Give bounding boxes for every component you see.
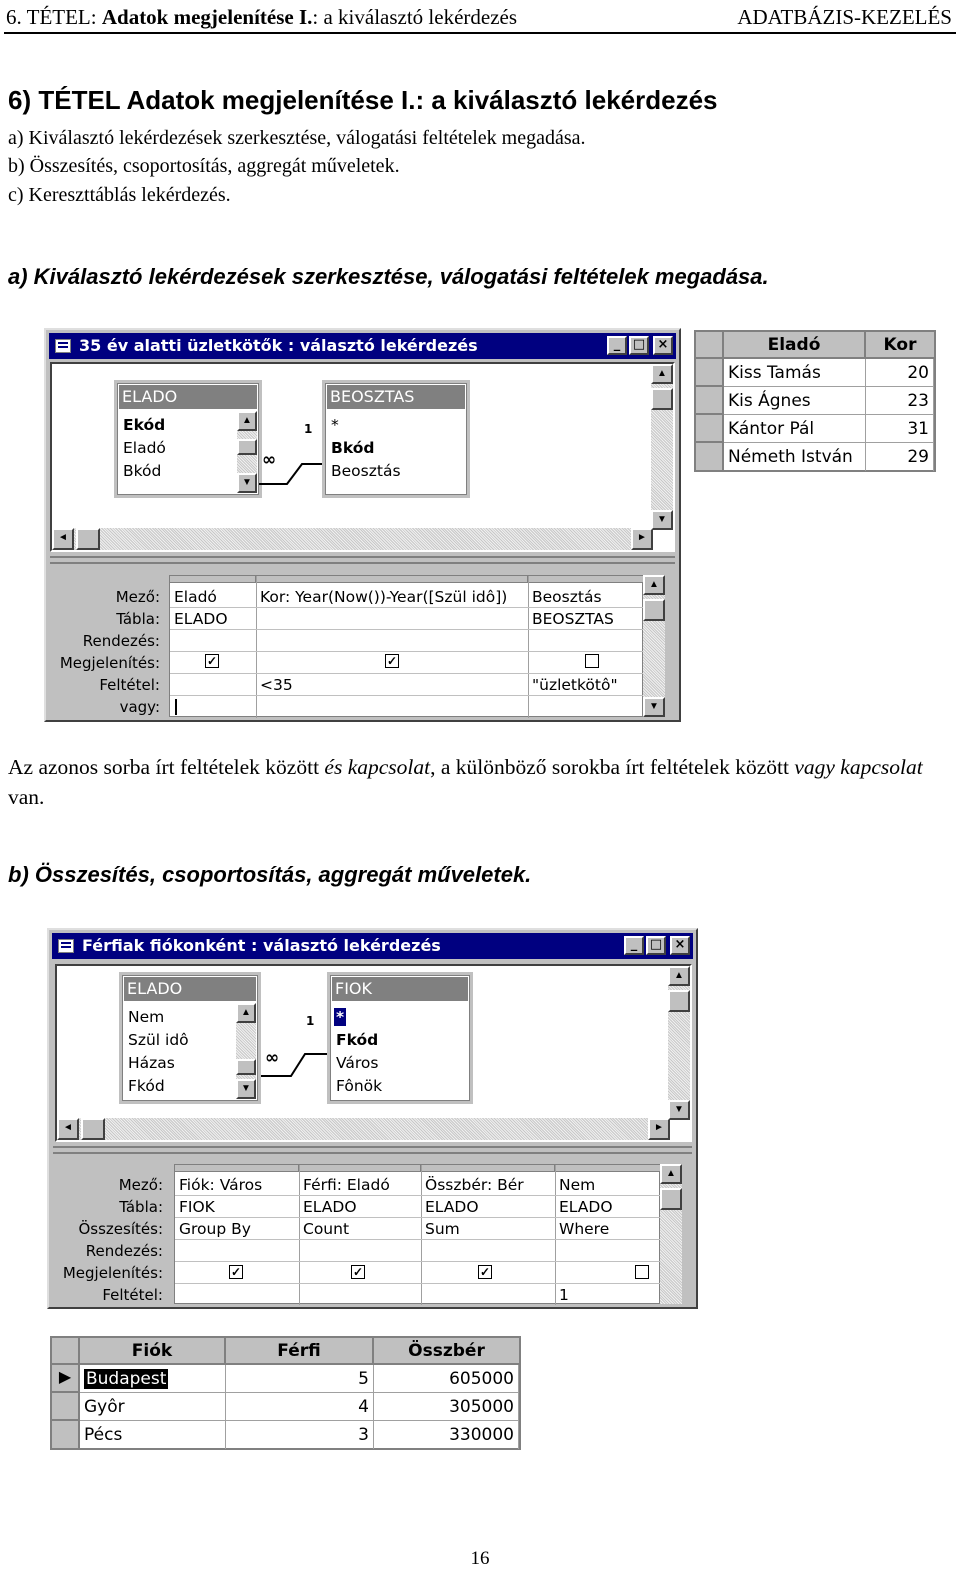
- row-selector[interactable]: [696, 387, 724, 415]
- table-pane: [55, 964, 692, 1142]
- scroll-thumb[interactable]: [660, 1188, 682, 1210]
- column-selector[interactable]: [299, 1165, 421, 1172]
- field-item[interactable]: Fkód: [336, 1031, 379, 1049]
- row-selector[interactable]: [52, 1421, 80, 1448]
- show-checkbox[interactable]: [635, 1265, 649, 1279]
- cell-age[interactable]: 20: [866, 359, 934, 387]
- result-datasheet-2: [50, 1336, 521, 1450]
- cell-count[interactable]: 5: [226, 1365, 374, 1393]
- scroll-up-icon[interactable]: ▲: [668, 966, 690, 986]
- window-title: 35 év alatti üzletkötők : választó lekérdezés: [79, 336, 478, 355]
- window-titlebar[interactable]: [52, 933, 693, 959]
- table-box-elado[interactable]: [119, 972, 261, 1104]
- column-header[interactable]: Fiók: [80, 1338, 226, 1365]
- field-cell[interactable]: Nem: [559, 1176, 596, 1194]
- field-item[interactable]: Házas: [128, 1054, 175, 1072]
- scroll-down-icon[interactable]: ▼: [237, 473, 257, 493]
- table-box-title: BEOSZTAS: [327, 385, 465, 409]
- total-cell[interactable]: Count: [303, 1220, 350, 1238]
- field-item[interactable]: Beosztás: [331, 462, 401, 480]
- field-cell[interactable]: Összbér: Bér: [425, 1176, 524, 1194]
- field-item-selected[interactable]: *: [336, 1008, 345, 1026]
- field-cell[interactable]: Beosztás: [532, 588, 602, 606]
- minimize-button[interactable]: _: [624, 936, 644, 955]
- cell-age[interactable]: 23: [866, 387, 934, 415]
- scroll-thumb[interactable]: [651, 388, 673, 410]
- row-label-criteria: Feltétel:: [102, 1286, 163, 1304]
- row-selector[interactable]: [52, 1393, 80, 1421]
- field-item[interactable]: Bkód: [331, 439, 375, 457]
- subheading-a: a) Kiválasztó lekérdezések szerkesztése, válogatási feltételek megadása.: [8, 264, 769, 289]
- table-box-title: ELADO: [124, 977, 256, 1001]
- scroll-up-icon[interactable]: ▲: [237, 411, 257, 431]
- scroll-thumb[interactable]: [643, 599, 665, 621]
- grid-divider: [175, 1261, 661, 1262]
- row-label-or: vagy:: [119, 698, 160, 716]
- cell-name[interactable]: Kis Ágnes: [724, 387, 866, 415]
- column-header[interactable]: Eladó: [724, 332, 866, 359]
- cell-count[interactable]: 4: [226, 1393, 374, 1421]
- row-selector[interactable]: [696, 415, 724, 443]
- cell-count[interactable]: 3: [226, 1421, 374, 1449]
- design-grid[interactable]: [169, 575, 643, 717]
- cell-name[interactable]: Németh István: [724, 443, 866, 471]
- show-checkbox[interactable]: [585, 654, 599, 668]
- row-selector[interactable]: [696, 443, 724, 470]
- field-item[interactable]: Fkód: [128, 1077, 165, 1095]
- pane-horizontal-scrollbar[interactable]: [57, 1118, 670, 1140]
- show-checkbox[interactable]: ✓: [230, 1265, 242, 1279]
- field-cell[interactable]: Férfi: Eladó: [303, 1176, 390, 1194]
- scroll-down-icon[interactable]: ▼: [651, 510, 673, 530]
- relationship-many-label: ∞: [265, 1048, 280, 1068]
- field-item[interactable]: Ekód: [123, 416, 166, 434]
- row-label-sort: Rendezés:: [82, 632, 160, 650]
- scroll-up-icon[interactable]: ▲: [643, 575, 665, 595]
- column-selector[interactable]: [175, 1165, 299, 1172]
- column-selector[interactable]: [421, 1165, 555, 1172]
- field-item[interactable]: Fônök: [336, 1077, 383, 1095]
- table-box-fiok[interactable]: [327, 972, 473, 1104]
- scroll-down-icon[interactable]: ▼: [236, 1079, 256, 1099]
- column-header[interactable]: Összbér: [374, 1338, 519, 1365]
- cell-branch[interactable]: Budapest: [80, 1365, 226, 1393]
- show-checkbox[interactable]: ✓: [206, 654, 218, 668]
- row-label-table: Tábla:: [119, 1198, 163, 1216]
- row-label-show: Megjelenítés:: [59, 654, 160, 672]
- row-label-sort: Rendezés:: [85, 1242, 163, 1260]
- current-record-icon[interactable]: ▶: [52, 1365, 80, 1393]
- row-label-field: Mező:: [118, 1176, 163, 1194]
- show-checkbox[interactable]: ✓: [386, 654, 398, 668]
- cell-branch[interactable]: Pécs: [80, 1421, 226, 1449]
- header-rule: [4, 32, 956, 34]
- query-window-2: [47, 928, 698, 1309]
- column-selector[interactable]: [528, 576, 644, 583]
- window-titlebar[interactable]: [49, 333, 676, 359]
- result-datasheet-1: [694, 330, 936, 472]
- header-right: ADATBÁZIS-KEZELÉS: [737, 5, 952, 29]
- table-box-beosztas[interactable]: [322, 380, 470, 498]
- scroll-down-icon[interactable]: ▼: [668, 1100, 690, 1120]
- column-header[interactable]: Kor: [866, 332, 934, 359]
- maximize-button[interactable]: □: [646, 936, 666, 955]
- scroll-right-icon[interactable]: ►: [648, 1118, 670, 1140]
- grid-divider: [175, 1195, 661, 1196]
- grid-divider: [170, 695, 644, 696]
- field-item[interactable]: Bkód: [123, 462, 162, 480]
- field-item[interactable]: Eladó: [123, 439, 166, 457]
- grid-vertical-scrollbar[interactable]: [660, 1164, 682, 1304]
- query-icon[interactable]: [58, 939, 74, 953]
- pane-splitter[interactable]: [53, 1146, 692, 1154]
- table-pane: [50, 362, 675, 552]
- criteria-cell[interactable]: 1: [559, 1286, 569, 1304]
- scroll-left-icon[interactable]: ◄: [52, 528, 74, 550]
- scroll-down-icon[interactable]: ▼: [643, 697, 665, 717]
- design-grid[interactable]: [174, 1164, 660, 1304]
- table-cell[interactable]: ELADO: [174, 610, 228, 628]
- grid-divider: [170, 673, 644, 674]
- relationship-one-label: 1: [304, 422, 313, 436]
- cell-name[interactable]: Kiss Tamás: [724, 359, 866, 387]
- pane-splitter[interactable]: [50, 556, 675, 564]
- select-all-corner[interactable]: [52, 1338, 80, 1365]
- scroll-thumb[interactable]: [81, 1118, 105, 1140]
- table-cell[interactable]: BEOSZTAS: [532, 610, 614, 628]
- grid-divider: [175, 1217, 661, 1218]
- row-label-field: Mező:: [115, 588, 160, 606]
- column-selector[interactable]: [170, 576, 256, 583]
- topic-c: c) Kereszttáblás lekérdezés.: [8, 184, 231, 206]
- topic-a: a) Kiválasztó lekérdezések szerkesztése, válogatási feltételek megadása.: [8, 127, 586, 149]
- window-title: Férfiak fiókonként : választó lekérdezés: [82, 936, 441, 955]
- pane-vertical-scrollbar[interactable]: [668, 966, 690, 1120]
- subheading-b: b) Összesítés, csoportosítás, aggregát műveletek.: [8, 862, 532, 887]
- page-number: 16: [470, 1548, 490, 1569]
- column-header[interactable]: Férfi: [226, 1338, 374, 1365]
- table-cell[interactable]: ELADO: [425, 1198, 479, 1216]
- minimize-button[interactable]: _: [607, 336, 627, 355]
- field-cell[interactable]: Kor: Year(Now())-Year([Szül idô]): [260, 588, 508, 606]
- cell-age[interactable]: 31: [866, 415, 934, 443]
- maximize-button[interactable]: □: [629, 336, 649, 355]
- cell-name[interactable]: Kántor Pál: [724, 415, 866, 443]
- scroll-thumb[interactable]: [236, 1059, 256, 1075]
- logic-paragraph: Az azonos sorba írt feltételek között és kapcsolat, a különböző sorokba írt feltételek között vagy kapcsolat van.: [8, 755, 923, 809]
- section-title: 6) TÉTEL Adatok megjelenítése I.: a kiválasztó lekérdezés: [8, 85, 718, 115]
- scroll-up-icon[interactable]: ▲: [236, 1003, 256, 1023]
- cell-sum[interactable]: 305000: [374, 1393, 519, 1421]
- query-window-1: [44, 328, 681, 722]
- cell-sum[interactable]: 605000: [374, 1365, 519, 1393]
- field-item[interactable]: *: [331, 416, 339, 434]
- scroll-right-icon[interactable]: ►: [631, 528, 653, 550]
- total-cell[interactable]: Where: [559, 1220, 610, 1238]
- pane-horizontal-scrollbar[interactable]: [52, 528, 653, 550]
- scroll-left-icon[interactable]: ◄: [57, 1118, 79, 1140]
- table-box-title: FIOK: [332, 977, 468, 1001]
- scroll-up-icon[interactable]: ▲: [660, 1164, 682, 1184]
- show-checkbox[interactable]: ✓: [352, 1265, 364, 1279]
- criteria-cell[interactable]: <35: [260, 676, 293, 694]
- row-label-show: Megjelenítés:: [62, 1264, 163, 1282]
- table-box-title: ELADO: [119, 385, 257, 409]
- criteria-cell[interactable]: "üzletkötô": [532, 676, 618, 694]
- grid-divider: [170, 629, 644, 630]
- table-cell[interactable]: ELADO: [303, 1198, 357, 1216]
- scroll-thumb[interactable]: [668, 990, 690, 1012]
- select-all-corner[interactable]: [696, 332, 724, 359]
- field-scrollbar[interactable]: [237, 411, 257, 493]
- row-selector[interactable]: [696, 359, 724, 387]
- column-selector[interactable]: [555, 1165, 661, 1172]
- total-cell[interactable]: Sum: [425, 1220, 460, 1238]
- grid-divider: [175, 1239, 661, 1240]
- header-left: 6. TÉTEL: Adatok megjelenítése I.: a kiválasztó lekérdezés: [6, 5, 518, 29]
- field-item[interactable]: Szül idô: [128, 1031, 189, 1049]
- scroll-up-icon[interactable]: ▲: [651, 364, 673, 384]
- field-item[interactable]: Nem: [128, 1008, 165, 1026]
- show-checkbox[interactable]: ✓: [479, 1265, 491, 1279]
- grid-divider: [170, 607, 644, 608]
- field-scrollbar[interactable]: [236, 1003, 256, 1099]
- close-button[interactable]: ×: [670, 936, 690, 955]
- cell-age[interactable]: 29: [866, 443, 934, 471]
- cell-sum[interactable]: 330000: [374, 1421, 519, 1449]
- row-label-criteria: Feltétel:: [99, 676, 160, 694]
- relationship-one-label: 1: [306, 1014, 315, 1028]
- text-cursor: [175, 699, 177, 715]
- grid-vertical-scrollbar[interactable]: [643, 575, 665, 717]
- table-cell[interactable]: FIOK: [179, 1198, 215, 1216]
- row-label-table: Tábla:: [116, 610, 160, 628]
- table-box-elado[interactable]: [114, 380, 262, 498]
- topic-b: b) Összesítés, csoportosítás, aggregát műveletek.: [8, 155, 400, 177]
- total-cell[interactable]: Group By: [179, 1220, 251, 1238]
- table-cell[interactable]: ELADO: [559, 1198, 613, 1216]
- pane-vertical-scrollbar[interactable]: [651, 364, 673, 530]
- close-button[interactable]: ×: [653, 336, 673, 355]
- grid-divider: [175, 1283, 661, 1284]
- scroll-thumb[interactable]: [237, 439, 257, 455]
- scroll-thumb[interactable]: [76, 528, 100, 550]
- row-label-total: Összesítés:: [78, 1220, 163, 1238]
- field-item[interactable]: Város: [336, 1054, 379, 1072]
- query-icon[interactable]: [55, 339, 71, 353]
- cell-branch[interactable]: Gyôr: [80, 1393, 226, 1421]
- field-cell[interactable]: Eladó: [174, 588, 217, 606]
- relationship-many-label: ∞: [262, 450, 277, 470]
- column-selector[interactable]: [256, 576, 528, 583]
- grid-divider: [170, 651, 644, 652]
- field-cell[interactable]: Fiók: Város: [179, 1176, 263, 1194]
